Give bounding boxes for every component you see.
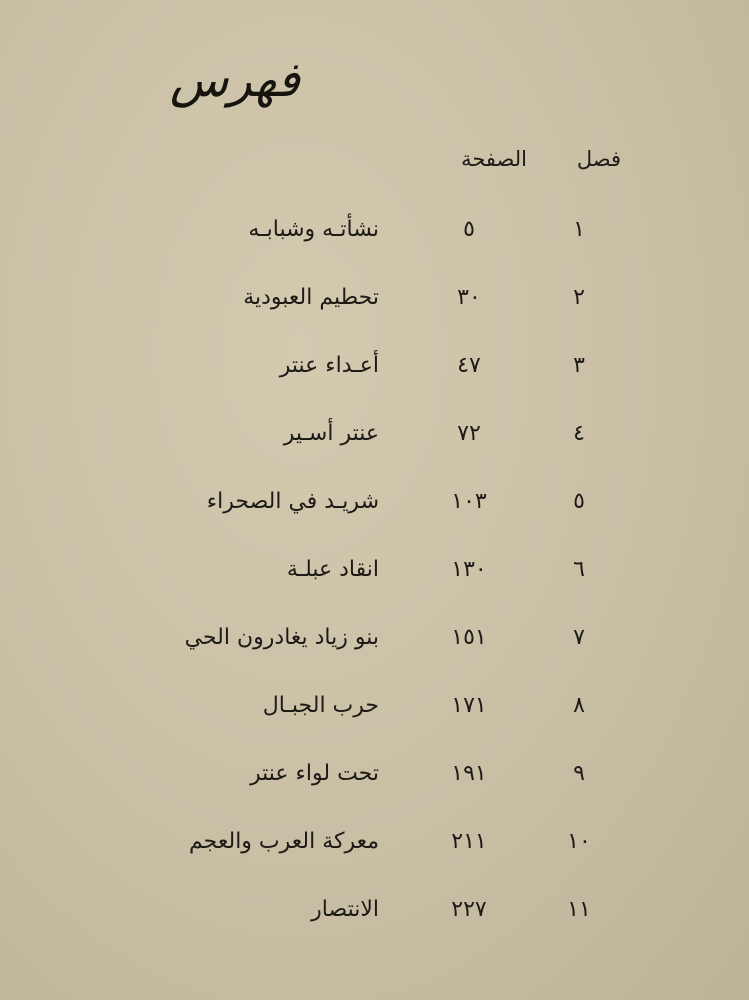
page-number: ١٣٠ <box>451 557 487 582</box>
page-number: ٢٢٧ <box>451 897 487 922</box>
toc-row <box>0 283 749 351</box>
chapter-number: ١٠ <box>567 829 591 854</box>
chapter-title: الانتصار <box>311 897 379 922</box>
chapter-number: ١١ <box>567 897 591 922</box>
toc-row <box>0 691 749 759</box>
page-number: ٣٠ <box>457 285 481 310</box>
chapter-title: شريـد في الصحراء <box>206 489 379 514</box>
toc-row <box>0 419 749 487</box>
chapter-number: ٣ <box>573 353 585 378</box>
chapter-title: أعـداء عنتر <box>279 353 379 378</box>
chapter-number: ٨ <box>573 693 585 718</box>
toc-row <box>0 895 749 963</box>
page-number: ١٠٣ <box>451 489 487 514</box>
chapter-number: ٦ <box>573 557 585 582</box>
page-number: ٤٧ <box>457 353 481 378</box>
chapter-number: ١ <box>573 217 585 242</box>
page-number: ٥ <box>463 217 475 242</box>
toc-row <box>0 555 749 623</box>
chapter-number: ٥ <box>573 489 585 514</box>
column-header-chapter: فصل <box>576 147 621 171</box>
page-number: ١٩١ <box>451 761 487 786</box>
page-number: ١٥١ <box>451 625 487 650</box>
chapter-number: ٩ <box>573 761 585 786</box>
chapter-title: انقاد عبلـة <box>286 557 379 582</box>
toc-row <box>0 487 749 555</box>
chapter-number: ٢ <box>573 285 585 310</box>
toc-row <box>0 759 749 827</box>
column-header-page: الصفحة <box>461 147 527 171</box>
toc-row <box>0 623 749 691</box>
table-of-contents <box>0 215 749 963</box>
chapter-title: عنتر أسـير <box>283 421 379 446</box>
chapter-title: معركة العرب والعجم <box>189 829 379 854</box>
page-number: ٧٢ <box>457 421 481 446</box>
chapter-title: حرب الجبـال <box>262 693 379 718</box>
chapter-title: نشأتـه وشبابـه <box>248 217 379 242</box>
chapter-title: تحطيم العبودية <box>243 285 379 310</box>
chapter-title: تحت لواء عنتر <box>250 761 379 786</box>
page-title: فهرس <box>169 52 300 108</box>
page-number: ١٧١ <box>451 693 487 718</box>
toc-row <box>0 827 749 895</box>
chapter-number: ٧ <box>573 625 585 650</box>
toc-row <box>0 215 749 283</box>
chapter-number: ٤ <box>573 421 585 446</box>
page-number: ٢١١ <box>451 829 487 854</box>
chapter-title: بنو زياد يغادرون الحي <box>184 625 379 650</box>
toc-row <box>0 351 749 419</box>
